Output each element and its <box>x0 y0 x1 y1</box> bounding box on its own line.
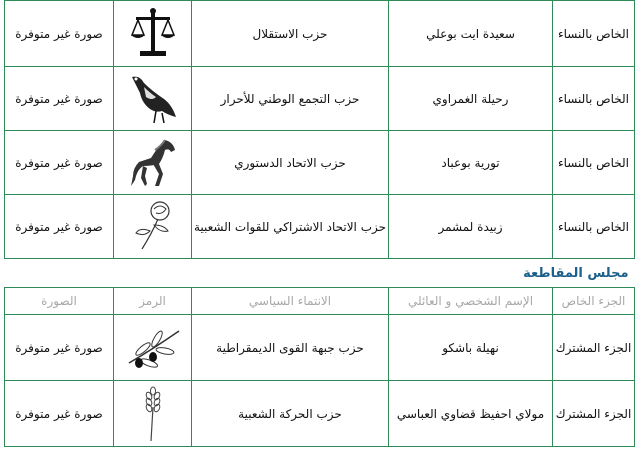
header-part: الجزء الخاص <box>553 288 635 315</box>
symbol-cell <box>114 315 192 381</box>
symbol-cell <box>114 381 192 447</box>
photo-cell: صورة غير متوفرة <box>5 381 114 447</box>
part-cell: الخاص بالنساء <box>553 67 635 131</box>
table-header-row <box>5 288 635 315</box>
symbol-cell <box>114 131 192 195</box>
wheat-icon <box>133 385 173 443</box>
olive-branch-icon <box>123 323 183 373</box>
party-cell: حزب الاتحاد الاشتراكي للقوات الشعبية <box>192 195 389 259</box>
photo-cell: صورة غير متوفرة <box>5 1 114 67</box>
section-title: مجلس المقاطعة <box>5 259 635 288</box>
name-cell: سعيدة ايت بوعلي <box>389 1 553 67</box>
photo-cell: صورة غير متوفرة <box>5 131 114 195</box>
photo-cell: صورة غير متوفرة <box>5 67 114 131</box>
part-cell: الجزء المشترك <box>553 381 635 447</box>
section-row <box>5 259 635 288</box>
horse-icon <box>125 136 181 190</box>
table-row <box>5 315 635 381</box>
name-cell: نهيلة باشكو <box>389 315 553 381</box>
symbol-cell <box>114 67 192 131</box>
symbol-cell <box>114 1 192 67</box>
name-cell: زبيدة لمشمر <box>389 195 553 259</box>
table-row <box>5 131 635 195</box>
party-cell: حزب الحركة الشعبية <box>192 381 389 447</box>
table-row <box>5 195 635 259</box>
party-cell: حزب الاستقلال <box>192 1 389 67</box>
header-photo: الصورة <box>5 288 114 315</box>
header-symbol: الرمز <box>114 288 192 315</box>
header-name: الإسم الشخصي و العائلي <box>389 288 553 315</box>
dove-icon <box>126 71 180 127</box>
symbol-cell <box>114 195 192 259</box>
part-cell: الخاص بالنساء <box>553 195 635 259</box>
table-row <box>5 381 635 447</box>
table-row <box>5 1 635 67</box>
part-cell: الجزء المشترك <box>553 315 635 381</box>
name-cell: رحيلة الغمراوي <box>389 67 553 131</box>
name-cell: تورية بوعباد <box>389 131 553 195</box>
table-row <box>5 67 635 131</box>
photo-cell: صورة غير متوفرة <box>5 195 114 259</box>
candidates-table <box>4 0 635 447</box>
name-cell: مولاي احفيظ قضاوي العباسي <box>389 381 553 447</box>
part-cell: الخاص بالنساء <box>553 1 635 67</box>
party-cell: حزب الاتحاد الدستوري <box>192 131 389 195</box>
header-party: الانتماء السياسي <box>192 288 389 315</box>
photo-cell: صورة غير متوفرة <box>5 315 114 381</box>
rose-icon <box>128 199 178 255</box>
party-cell: حزب جبهة القوى الديمقراطية <box>192 315 389 381</box>
party-cell: حزب التجمع الوطني للأحرار <box>192 67 389 131</box>
scales-icon <box>128 7 178 61</box>
part-cell: الخاص بالنساء <box>553 131 635 195</box>
